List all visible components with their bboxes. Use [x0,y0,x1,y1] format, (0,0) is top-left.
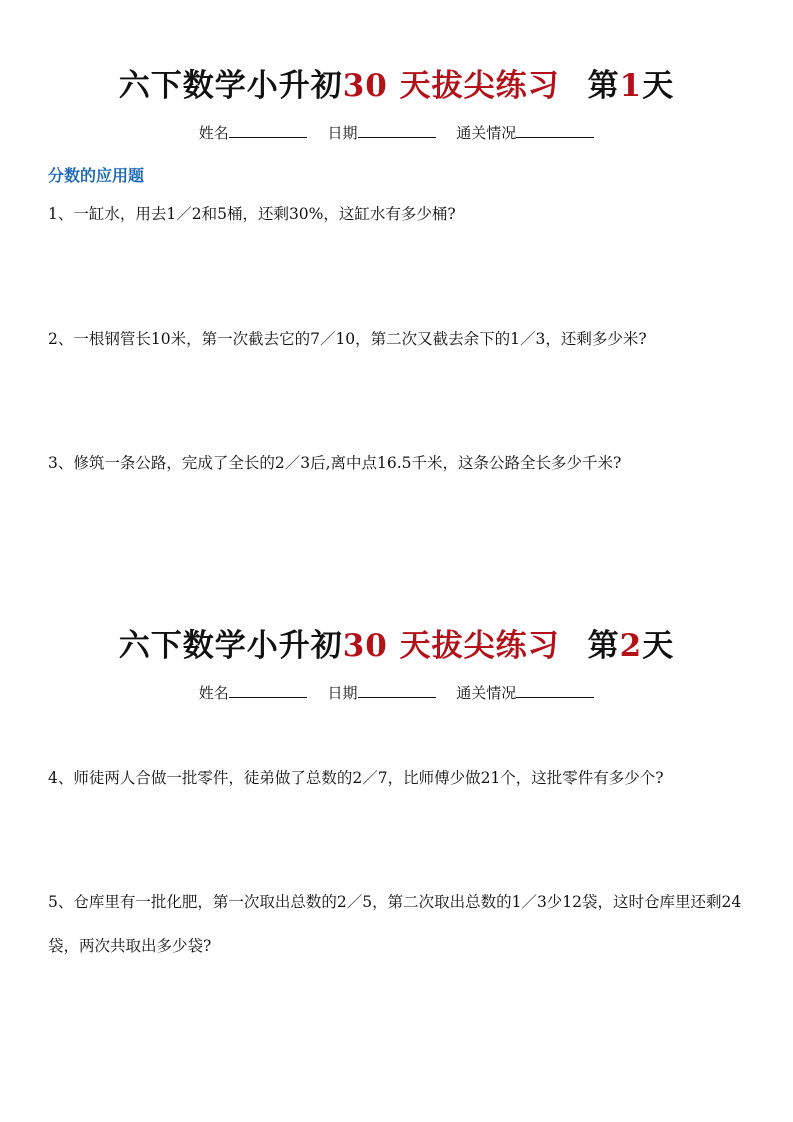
question-1: 1、一缸水，用去1／2和5桶，还剩30%，这缸水有多少桶? [48,205,456,223]
status-blank[interactable] [516,683,594,698]
title-main: 六下数学小升初 [118,68,343,104]
question-3: 3、修筑一条公路，完成了全长的2／3后,离中点16.5千米，这条公路全长多少千米? [48,454,622,472]
title-highlight: 30 天拔尖练习 [342,68,560,104]
day-prefix: 第 [587,68,620,104]
name-blank[interactable] [229,123,307,138]
day-suffix: 天 [642,628,675,664]
day-suffix: 天 [642,68,675,104]
day-number: 1 [619,68,643,104]
day-prefix: 第 [587,628,620,664]
name-label: 姓名 [198,124,229,142]
title-highlight: 30 天拔尖练习 [342,628,560,664]
date-blank[interactable] [358,683,436,698]
date-blank[interactable] [358,123,436,138]
name-label: 姓名 [198,684,229,702]
status-blank[interactable] [516,123,594,138]
page-title-day-2 [0,620,793,665]
status-label: 通关情况 [456,124,517,142]
name-blank[interactable] [229,683,307,698]
info-fields-day-2 [0,682,793,703]
date-label: 日期 [327,684,358,702]
info-fields-day-1 [0,122,793,143]
title-main: 六下数学小升初 [118,628,343,664]
date-label: 日期 [327,124,358,142]
section-title: 分数的应用题 [48,166,145,185]
question-2: 2、一根钢管长10米，第一次截去它的7／10，第二次又截去余下的1／3，还剩多少米? [48,330,647,348]
day-number: 2 [619,628,643,664]
question-4: 4、师徒两人合做一批零件，徒弟做了总数的2／7，比师傅少做21个，这批零件有多少个? [48,769,664,787]
question-5: 5、仓库里有一批化肥，第一次取出总数的2／5，第二次取出总数的1／3少12袋，这时仓库里还剩24袋，两次共取出多少袋? [48,893,742,955]
page-title-day-1 [0,60,793,105]
status-label: 通关情况 [456,684,517,702]
